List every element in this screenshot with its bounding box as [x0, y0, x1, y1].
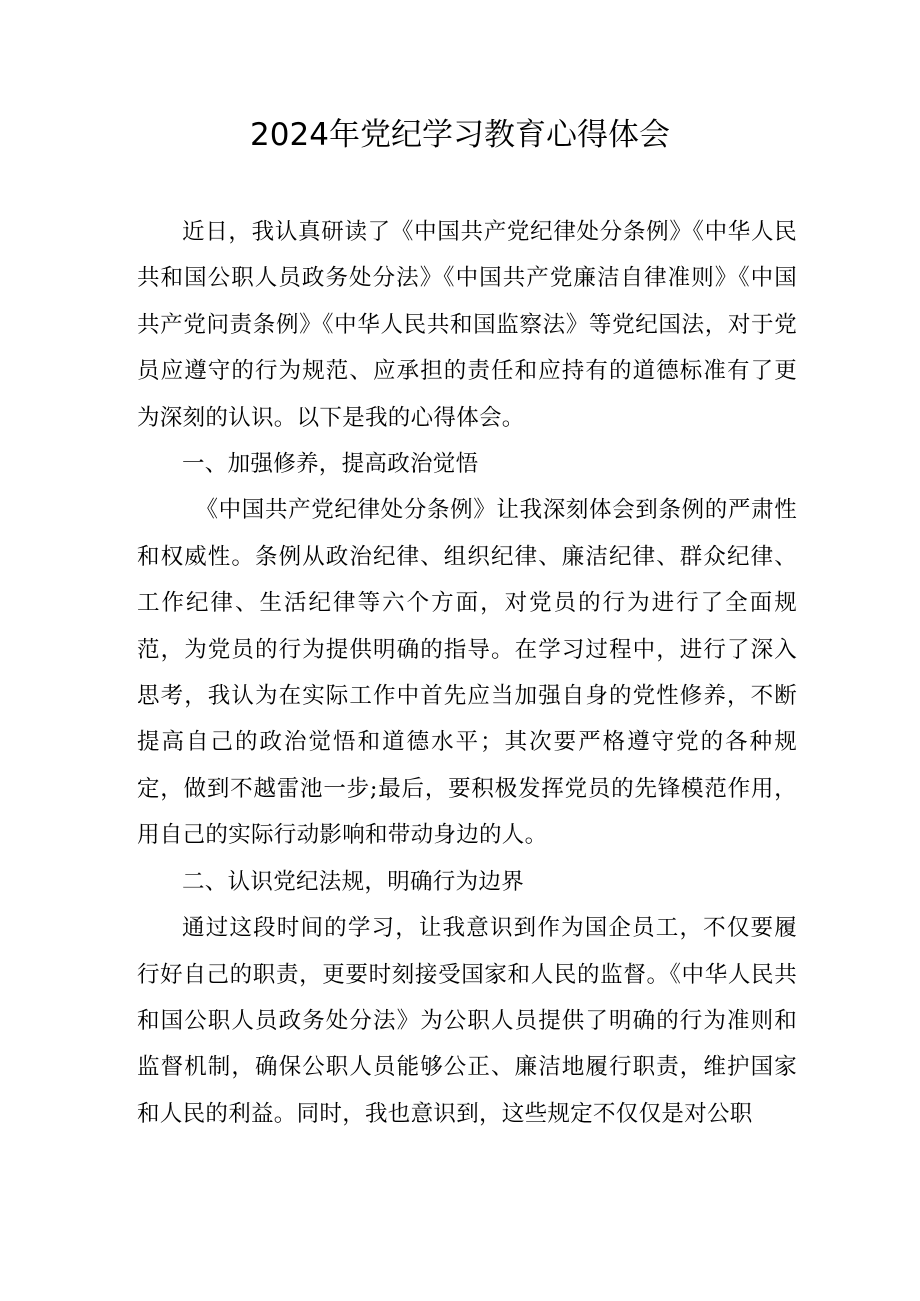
section-2-paragraph: 通过这段时间的学习，让我意识到作为国企员工，不仅要履行好自己的职责，更要时刻接受国家和人民的监督。《中华人民共和国公职人员政务处分法》为公职人员提供了明确的行为准则和监督机制，确保公职人员能够公正、廉洁地履行职责，维护国家和人民的利益。同时，我也意识到，这些规定不仅仅是对公职	[137, 915, 797, 1127]
section-heading-1: 一、加强修养，提高政治觉悟	[182, 451, 479, 478]
document-body	[137, 209, 797, 1137]
section-1-paragraph: 《中国共产党纪律处分条例》让我深刻体会到条例的严肃性和权威性。条例从政治纪律、组织纪律、廉洁纪律、群众纪律、工作纪律、生活纪律等六个方面，对党员的行为进行了全面规范，为党员的行为提供明确的指导。在学习过程中，进行了深入思考，我认为在实际工作中首先应当加强自身的党性修养，不断提高自己的政治觉悟和道德水平；其次要严格遵守党的各种规定，做到不越雷池一步;最后，要积极发挥党员的先锋模范作用，用自己的实际行动影响和带动身边的人。	[137, 497, 797, 849]
intro-paragraph: 近日，我认真研读了《中国共产党纪律处分条例》《中华人民共和国公职人员政务处分法》《中国共产党廉洁自律准则》《中国共产党问责条例》《中华人民共和国监察法》等党纪国法，对于党员应遵守的行为规范、应承担的责任和应持有的道德标准有了更为深刻的认识。以下是我的心得体会。	[137, 219, 797, 431]
document-title: 2024年党纪学习教育心得体会	[250, 117, 670, 153]
section-heading-2: 二、认识党纪法规，明确行为边界	[182, 868, 525, 895]
